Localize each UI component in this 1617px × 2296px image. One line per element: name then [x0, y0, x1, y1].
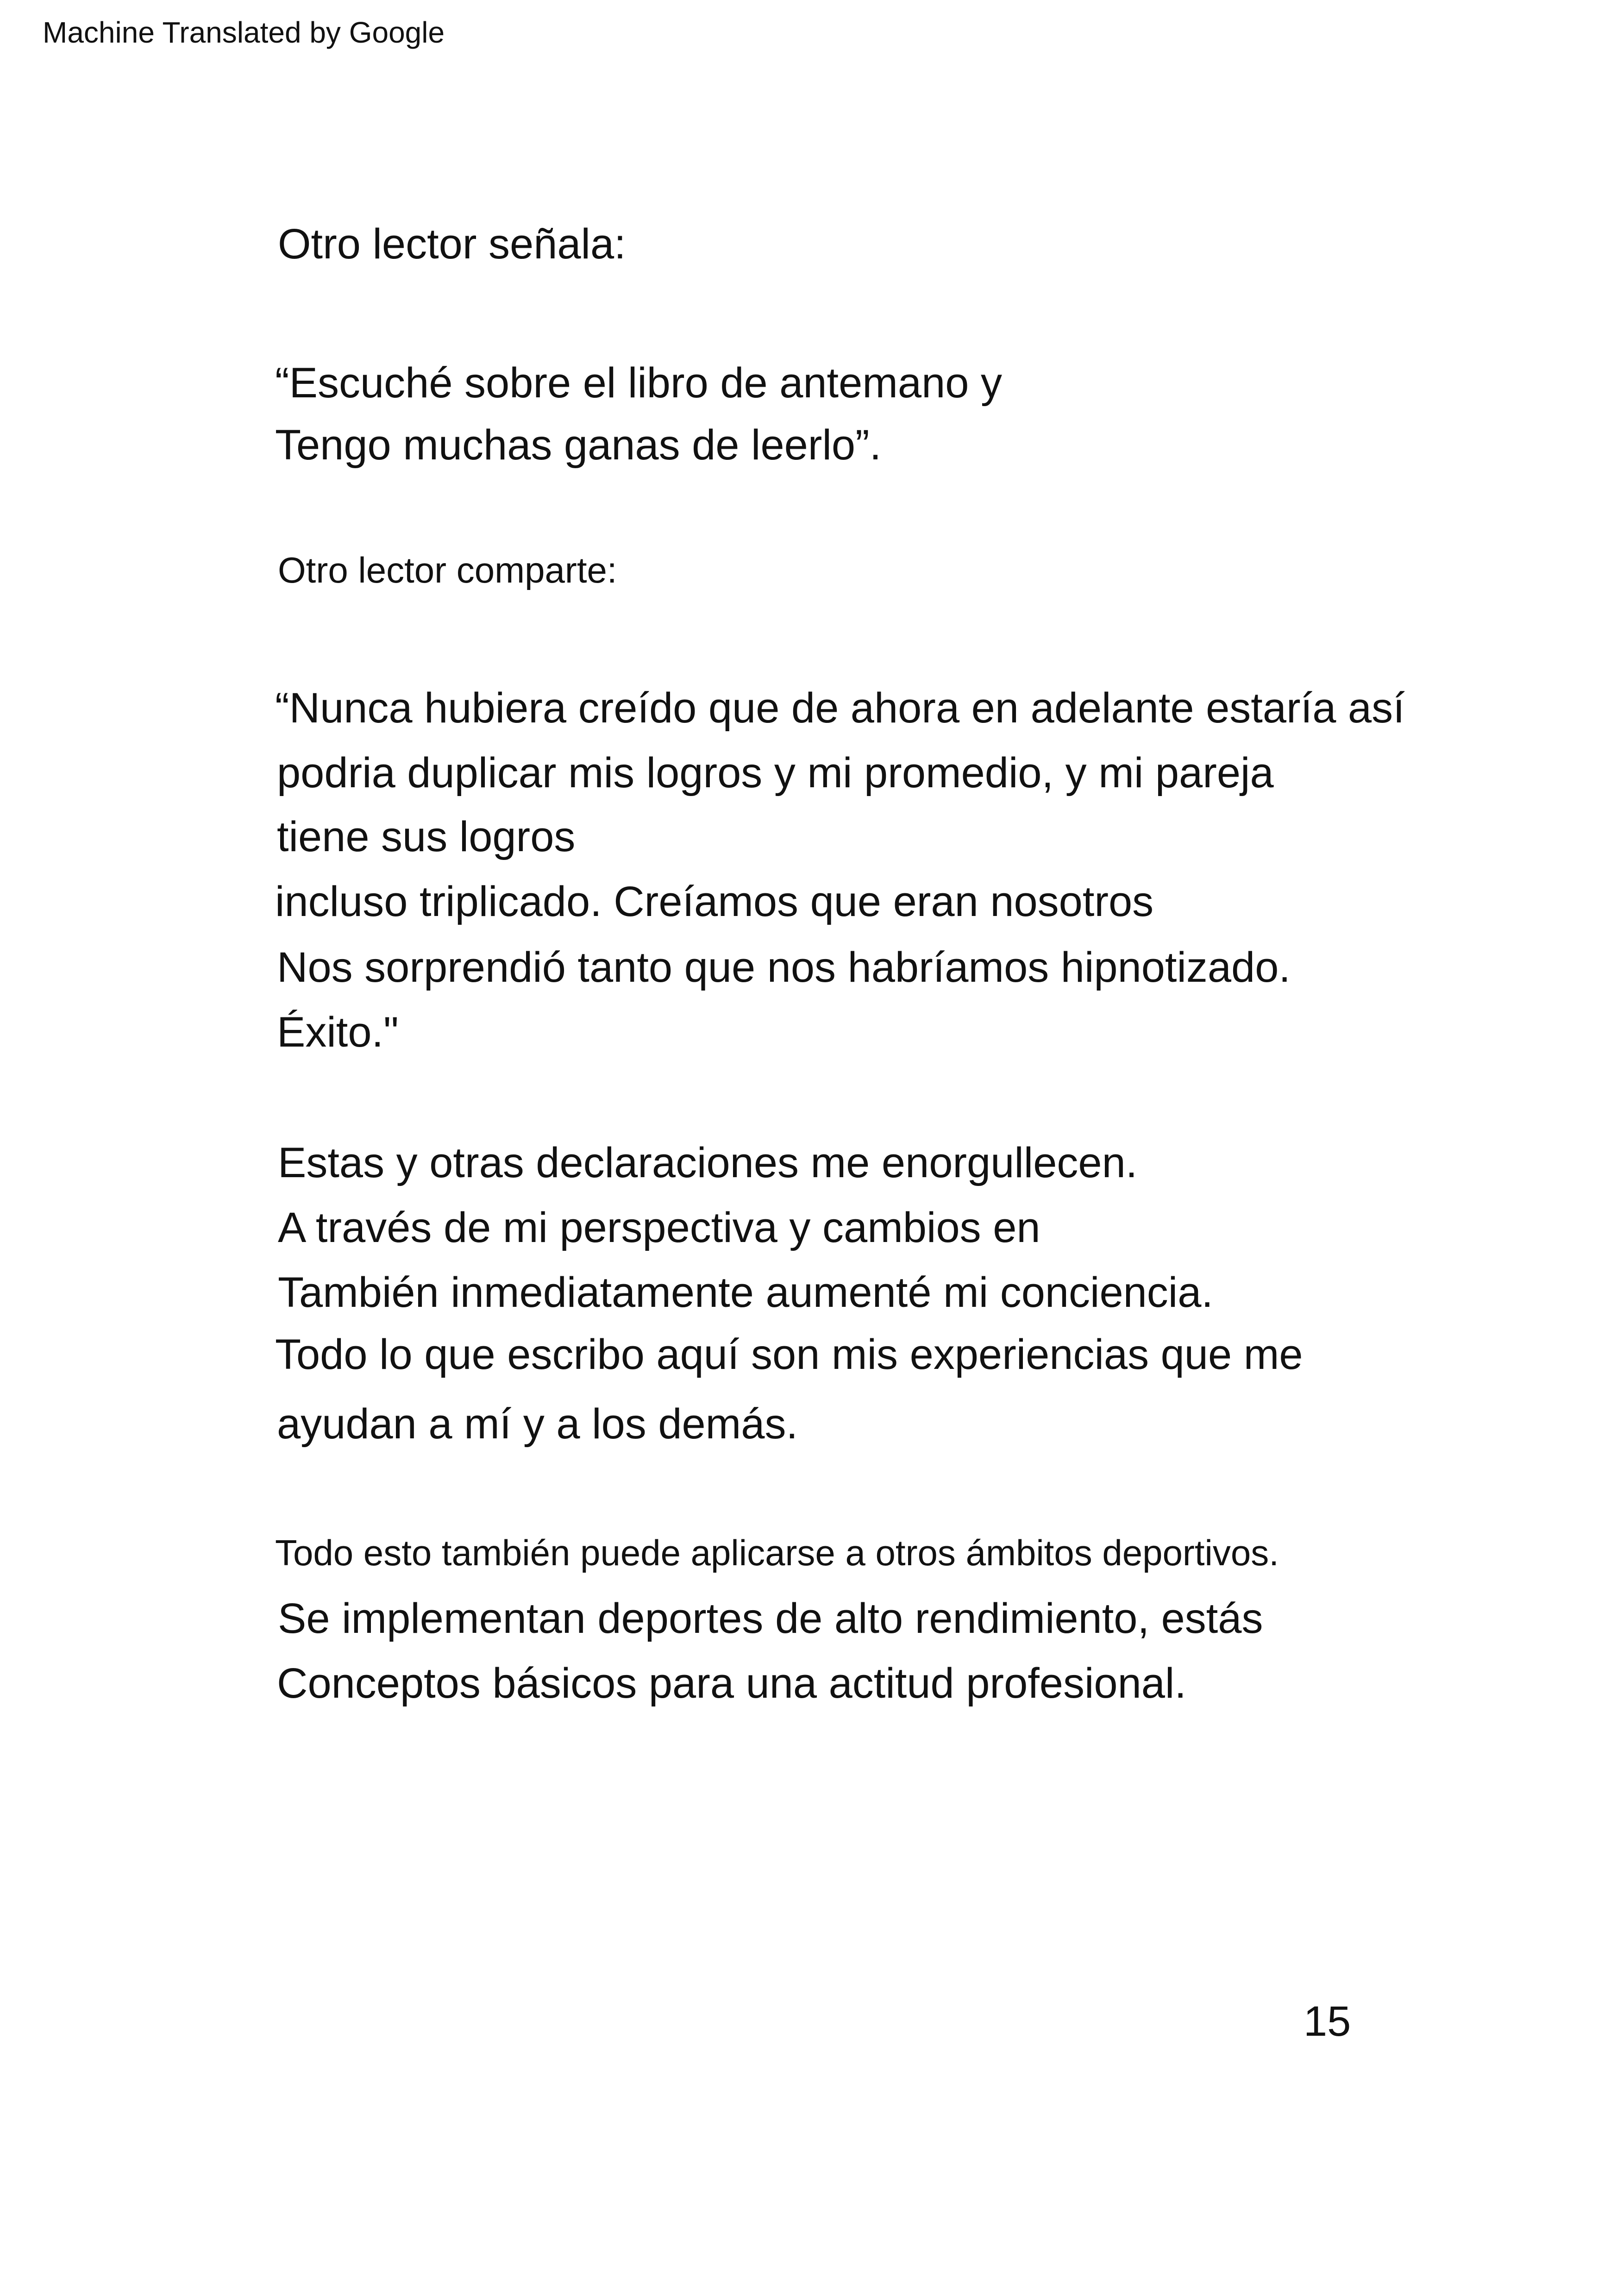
- quote-2-line-2: podria duplicar mis logros y mi promedio, y mi pareja: [277, 749, 1274, 797]
- paragraph-2-line-3: Conceptos básicos para una actitud profesional.: [277, 1660, 1186, 1707]
- paragraph-2-line-1: Todo esto también puede aplicarse a otros ámbitos deportivos.: [275, 1532, 1279, 1573]
- paragraph-1-line-4: Todo lo que escribo aquí son mis experiencias que me: [275, 1331, 1303, 1378]
- quote-2-line-1: “Nunca hubiera creído que de ahora en adelante estaría así: [275, 684, 1405, 732]
- paragraph-2-line-2: Se implementan deportes de alto rendimiento, estás: [278, 1595, 1263, 1642]
- quote-2-line-6: Éxito.": [277, 1009, 399, 1056]
- paragraph-1-line-1: Estas y otras declaraciones me enorgullecen.: [278, 1139, 1138, 1186]
- paragraph-1-line-2: A través de mi perspectiva y cambios en: [278, 1204, 1040, 1251]
- quote-1-line-2: Tengo muchas ganas de leerlo”.: [275, 421, 882, 469]
- paragraph-1-line-5: ayudan a mí y a los demás.: [277, 1400, 798, 1448]
- quote-2-line-3: tiene sus logros: [277, 813, 576, 860]
- reader-intro-1: Otro lector señala:: [278, 220, 626, 268]
- page-number: 15: [1304, 1998, 1351, 2045]
- paragraph-1-line-3: También inmediatamente aumenté mi conciencia.: [278, 1269, 1213, 1316]
- quote-1-line-1: “Escuché sobre el libro de antemano y: [275, 359, 1002, 407]
- reader-intro-2: Otro lector comparte:: [278, 550, 617, 590]
- machine-translation-note: Machine Translated by Google: [43, 16, 445, 49]
- quote-2-line-4: incluso triplicado. Creíamos que eran nosotros: [275, 878, 1154, 925]
- quote-2-line-5: Nos sorprendió tanto que nos habríamos hipnotizado.: [277, 944, 1291, 991]
